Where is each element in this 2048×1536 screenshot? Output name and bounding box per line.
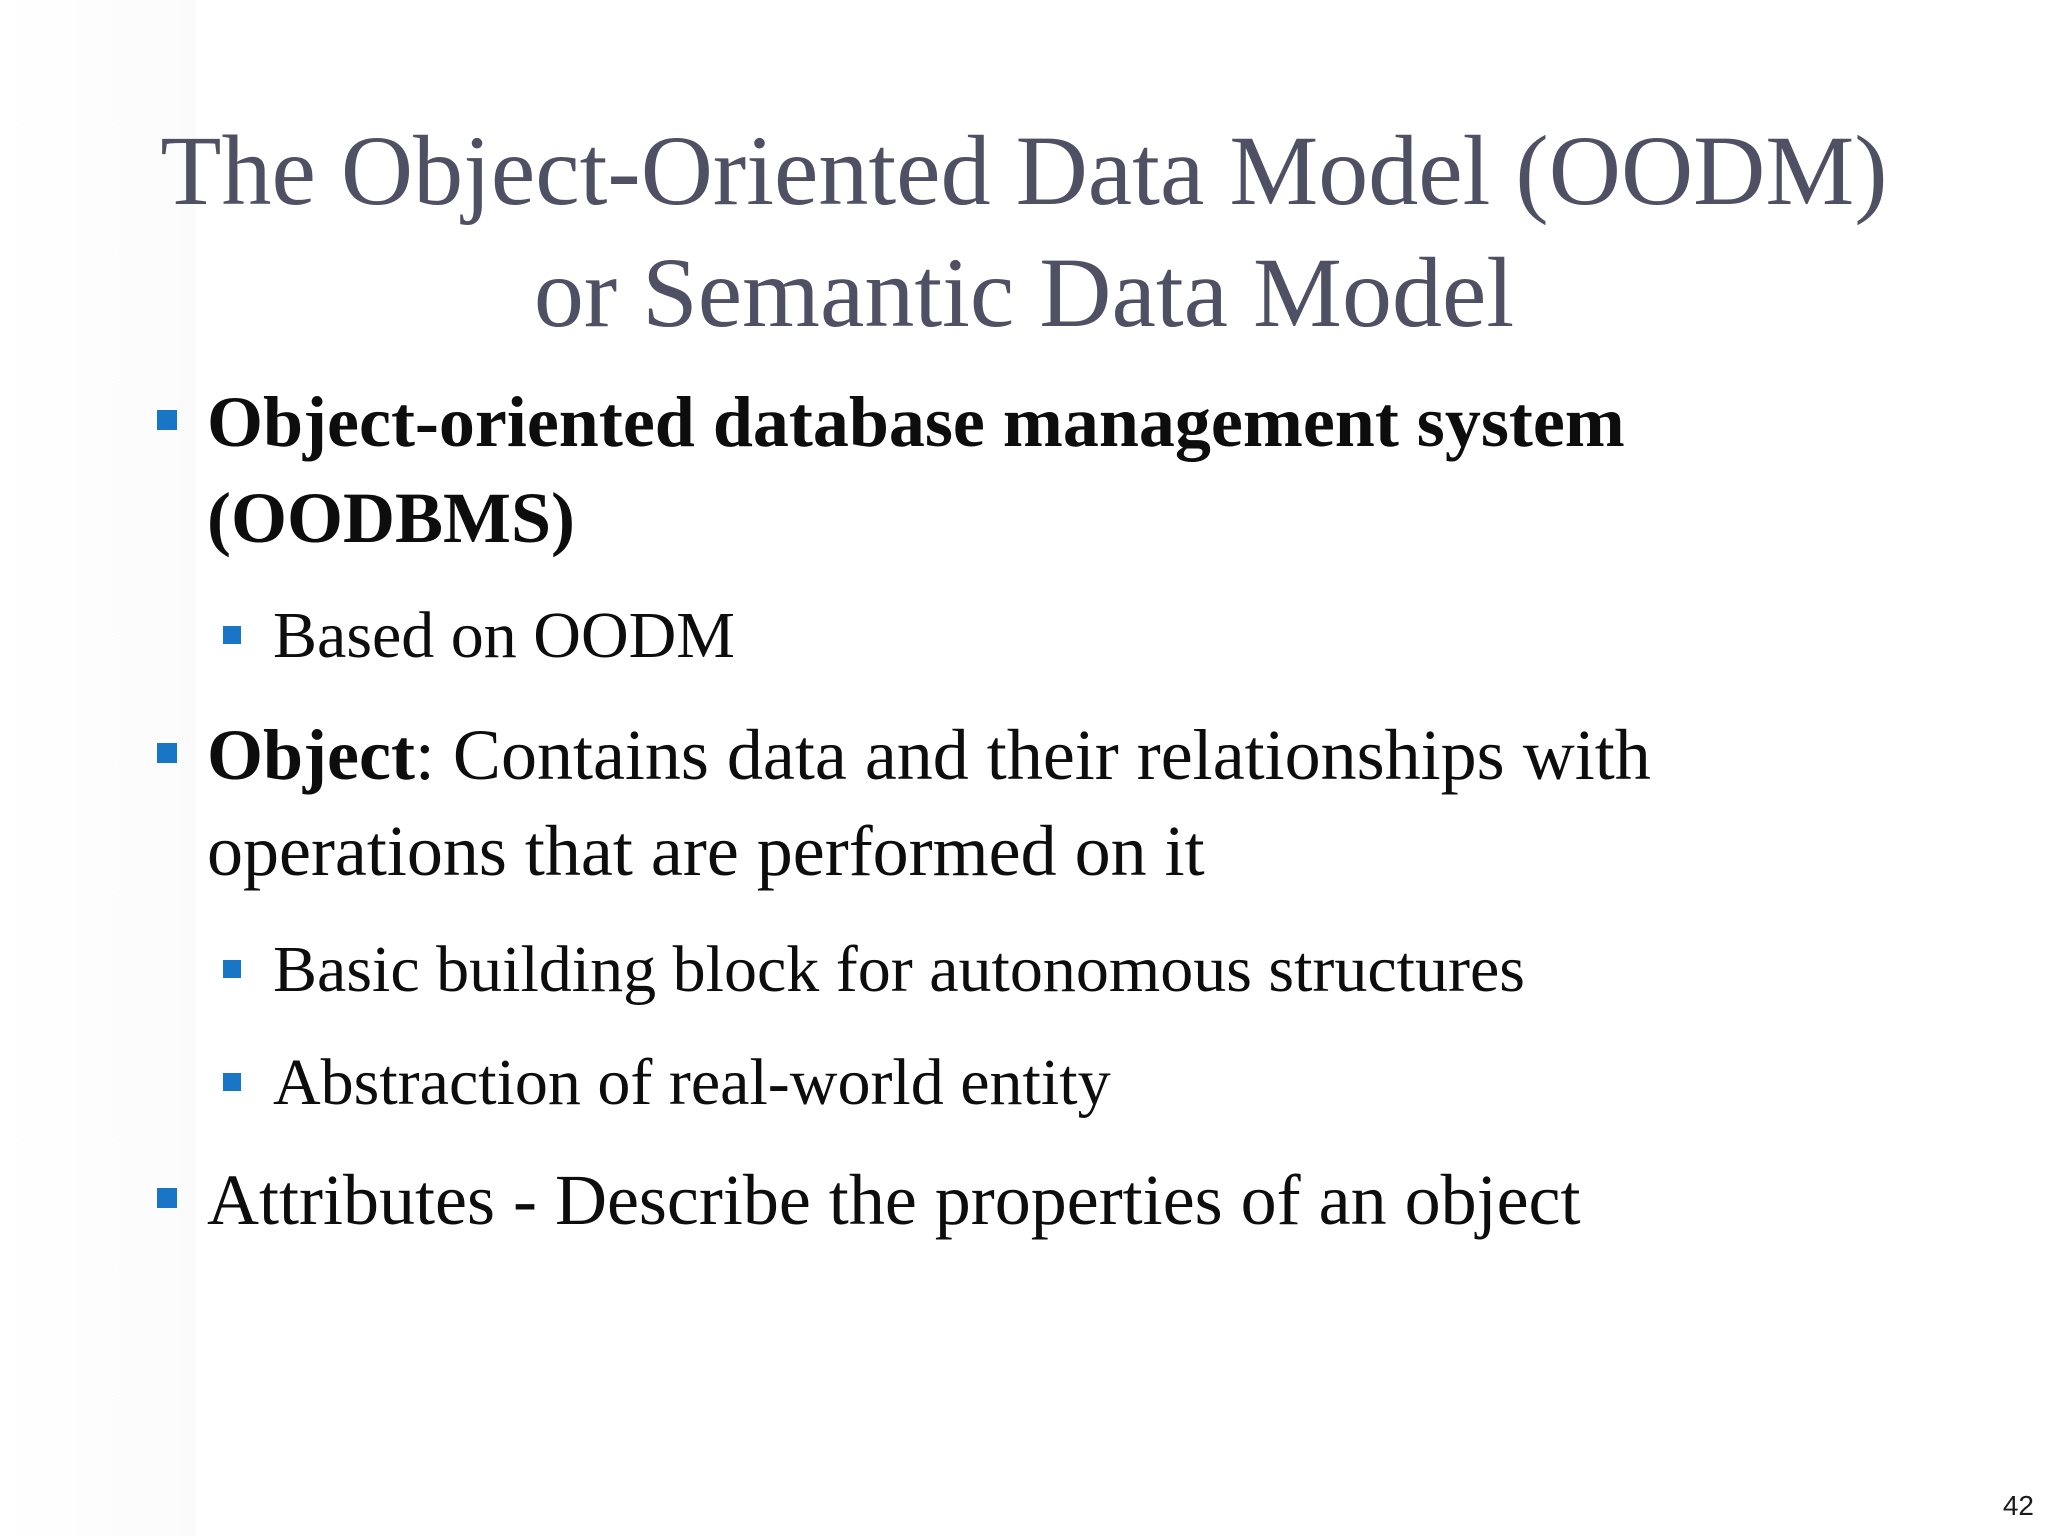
slide-title-line-2: or Semantic Data Model — [533, 237, 1515, 348]
sub-bullet-based-on-oodm: Based on OODM — [273, 599, 735, 672]
bullet-object — [207, 707, 1887, 899]
bullet-oodbms-text: Object-oriented database management system (OODBMS) — [207, 382, 1625, 558]
bullet-oodbms — [207, 374, 1887, 566]
bullet-object-definition: : Contains data and their relationships with operations that are performed on it — [207, 715, 1651, 891]
sub-bullet-square-icon — [223, 1073, 241, 1091]
page-number: 42 — [2002, 1490, 2034, 1521]
sub-bullet-square-icon — [223, 626, 241, 644]
bullet-object-term: Object — [207, 715, 415, 795]
sub-bullet-abstraction: Abstraction of real-world entity — [273, 1046, 1111, 1119]
bullet-square-icon — [157, 1188, 177, 1208]
bullet-square-icon — [157, 410, 177, 430]
slide-title — [0, 110, 2048, 354]
sub-bullet-square-icon — [223, 960, 241, 978]
bullet-square-icon — [157, 743, 177, 763]
bullet-attributes: Attributes - Describe the properties of an object — [207, 1160, 1581, 1240]
slide-title-line-1: The Object-Oriented Data Model (OODM) — [160, 115, 1888, 226]
sub-bullet-building-block: Basic building block for autonomous structures — [273, 933, 1525, 1006]
